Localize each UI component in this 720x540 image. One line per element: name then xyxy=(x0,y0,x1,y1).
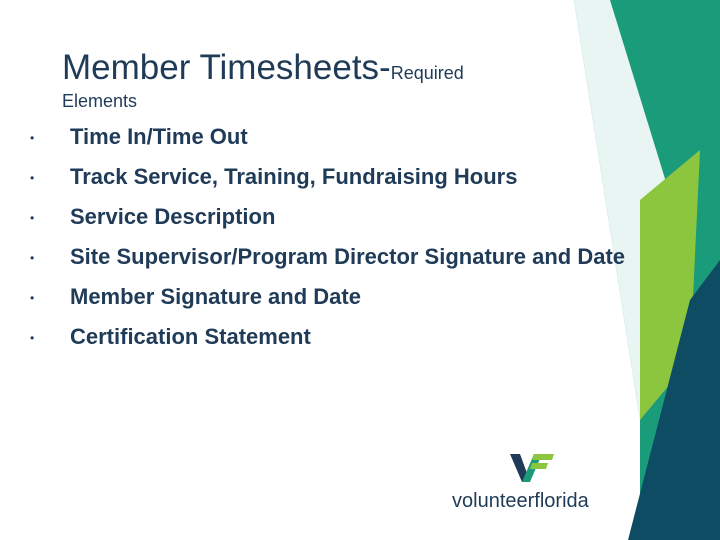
vf-logo-mark-icon xyxy=(508,448,556,484)
bullet-text: Site Supervisor/Program Director Signature and Date xyxy=(70,244,626,269)
title-main-text: Member Timesheets- xyxy=(62,48,391,87)
bullet-item xyxy=(26,124,646,150)
bullet-dot-icon: • xyxy=(30,211,35,225)
bullet-list xyxy=(26,124,646,364)
bullet-item xyxy=(26,204,646,230)
bullet-text: Track Service, Training, Fundraising Hours xyxy=(70,164,518,189)
bullet-text: Member Signature and Date xyxy=(70,284,361,309)
bullet-item xyxy=(26,324,646,350)
bullet-text: Time In/Time Out xyxy=(70,124,248,149)
bullet-dot-icon: • xyxy=(30,291,35,305)
bullet-text: Certification Statement xyxy=(70,324,311,349)
bullet-dot-icon: • xyxy=(30,331,35,345)
bullet-dot-icon: • xyxy=(30,171,35,185)
bullet-item xyxy=(26,244,646,270)
bullet-dot-icon: • xyxy=(30,251,35,265)
title-suffix-text: Required xyxy=(390,63,464,83)
title-second-line: Elements xyxy=(62,91,138,111)
logo-word-volunteer: volunteer xyxy=(452,490,535,512)
volunteer-florida-logo xyxy=(452,448,612,518)
bullet-text: Service Description xyxy=(70,204,276,229)
bullet-dot-icon: • xyxy=(30,131,35,145)
logo-wordmark xyxy=(452,490,589,513)
bullet-item xyxy=(26,284,646,310)
bullet-item xyxy=(26,164,646,190)
slide-title xyxy=(62,48,464,88)
logo-word-florida: florida xyxy=(534,490,589,512)
